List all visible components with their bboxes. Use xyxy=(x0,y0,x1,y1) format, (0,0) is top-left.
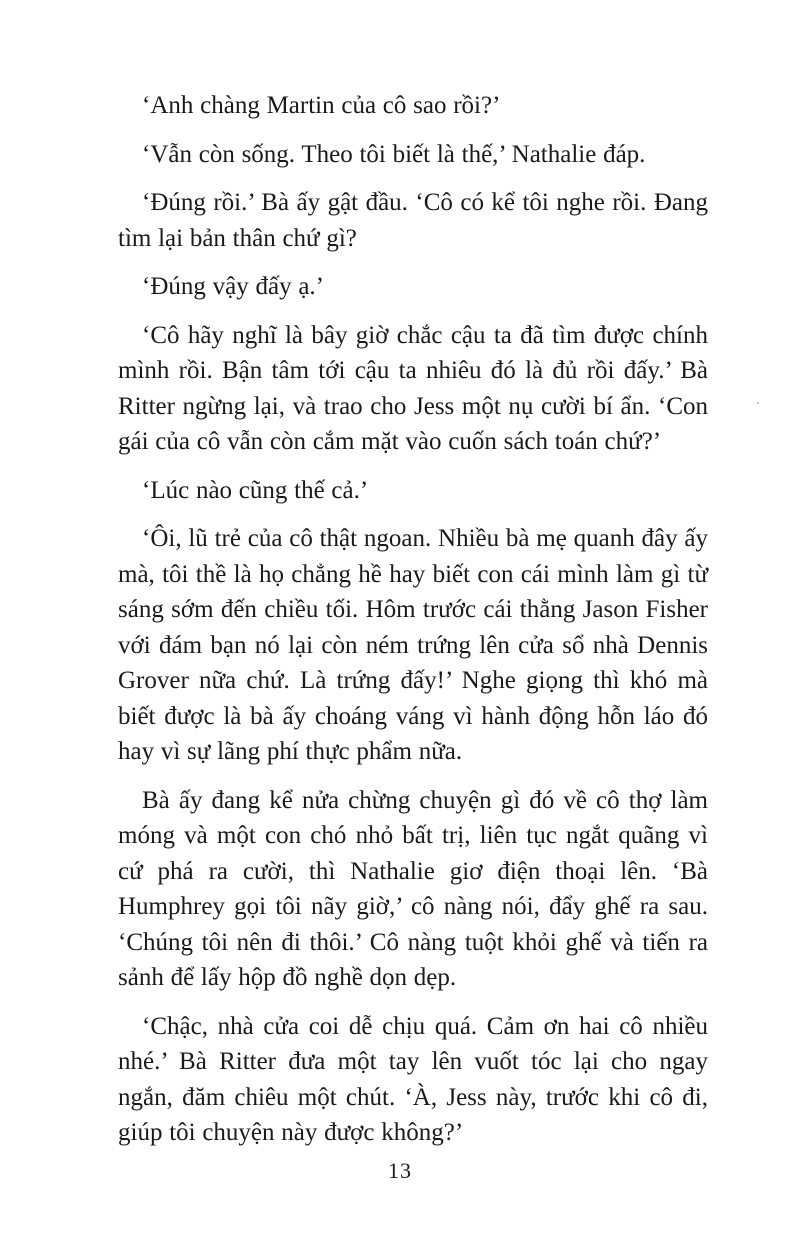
paragraph-7: ‘Ôi, lũ trẻ của cô thật ngoan. Nhiều bà mẹ quanh đây ấy mà, tôi thề là họ chẳng hề hay biết con cái mình làm gì từ sáng sớm đến chiều tối. Hôm trước cái thằng Jason Fisher với đám bạn nó lại còn ném trứng lên cửa sổ nhà Dennis Grover nữa chứ. Là trứng đấy!’ Nghe giọng thì khó mà biết được là bà ấy choáng váng vì hành động hỗn láo đó hay vì sự lãng phí thực phẩm nữa. xyxy=(118,525,708,765)
paragraph-3: ‘Đúng rồi.’ Bà ấy gật đầu. ‘Cô có kể tôi nghe rồi. Đang tìm lại bản thân chứ gì? xyxy=(118,189,708,252)
paragraph-1: ‘Anh chàng Martin của cô sao rồi?’ xyxy=(142,92,501,119)
paragraph-5: ‘Cô hãy nghĩ là bây giờ chắc cậu ta đã tìm được chính mình rồi. Bận tâm tới cậu ta nhiêu đó là đủ rồi đấy.’ Bà Ritter ngừng lại, và trao cho Jess một nụ cười bí ẩn. ‘Con gái của cô vẫn còn cắm mặt vào cuốn sách toán chứ?’ xyxy=(118,321,708,455)
scan-speck xyxy=(757,402,759,404)
paragraph-4: ‘Đúng vậy đấy ạ.’ xyxy=(142,273,324,300)
paragraph-9: ‘Chậc, nhà cửa coi dễ chịu quá. Cảm ơn hai cô nhiều nhé.’ Bà Ritter đưa một tay lên vuốt tóc lại cho ngay ngắn, đăm chiêu một chút. ‘À, Jess này, trước khi cô đi, giúp tôi chuyện này được không?’ xyxy=(118,1012,708,1146)
paragraph-6: ‘Lúc nào cũng thế cả.’ xyxy=(142,476,369,504)
paragraph-8: Bà ấy đang kể nửa chừng chuyện gì đó về cô thợ làm móng và một con chó nhỏ bất trị, liên tục ngắt quãng vì cứ phá ra cười, thì Nathalie giơ điện thoại lên. ‘Bà Humphrey gọi tôi nãy giờ,’ cô nàng nói, đẩy ghế ra sau. ‘Chúng tôi nên đi thôi.’ Cô nàng tuột khỏi ghế và tiến ra sảnh để lấy hộp đồ nghề dọn dẹp. xyxy=(118,786,708,991)
paragraph-2: ‘Vẫn còn sống. Theo tôi biết là thế,’ Nathalie đáp. xyxy=(142,140,646,168)
page-number: 13 xyxy=(388,1158,412,1183)
body-text xyxy=(118,88,708,1164)
